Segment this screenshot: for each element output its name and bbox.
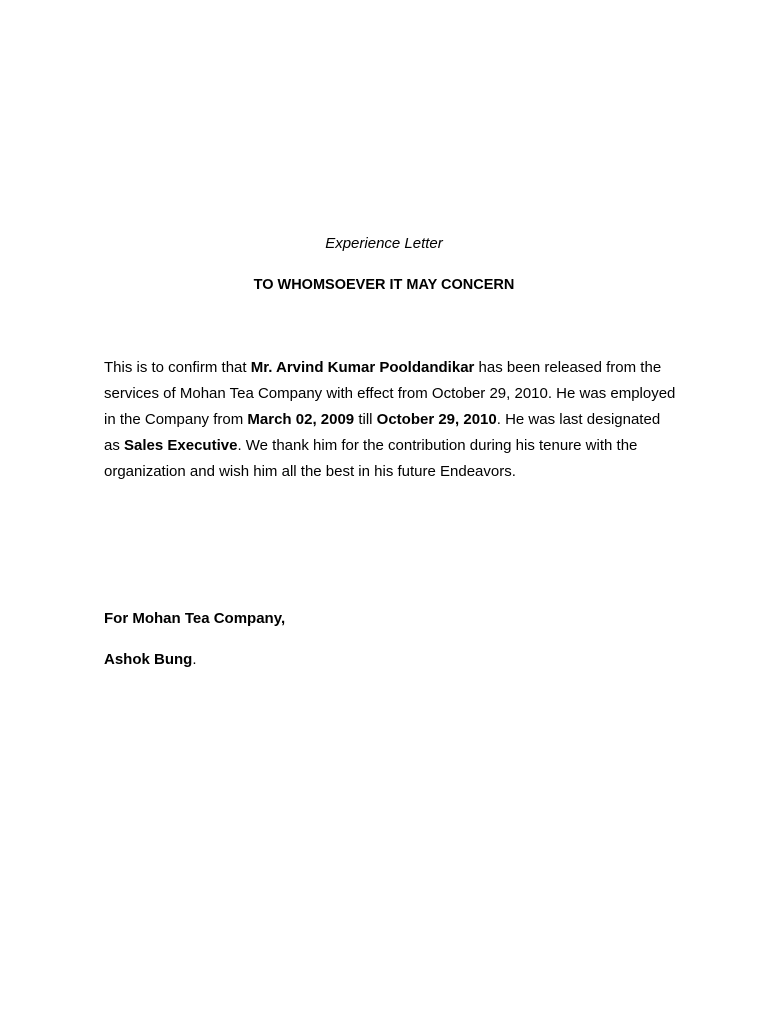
signatory-name: Ashok Bung <box>104 651 193 668</box>
body-text: . He was last designated as <box>104 411 661 454</box>
document-title: Experience Letter <box>325 235 443 252</box>
start-date: March 02, 2009 <box>247 411 355 428</box>
letter-body <box>104 355 679 485</box>
designation: Sales Executive <box>124 437 238 454</box>
body-text: . We thank him for the contribution during his tenure with the organization and wish him all the best in his future Endeavors. <box>104 437 638 480</box>
body-text: till <box>354 411 377 428</box>
document-heading: TO WHOMSOEVER IT MAY CONCERN <box>253 277 515 293</box>
body-text: has been released from the services of Mohan Tea Company with effect from October 29, 2010. He was employed in the Company from <box>104 359 676 428</box>
signatory <box>104 649 197 671</box>
employee-name: Mr. Arvind Kumar Pooldandikar <box>250 359 475 376</box>
signatory-suffix: . <box>192 651 197 668</box>
end-date: October 29, 2010 <box>376 411 497 428</box>
body-text: This is to confirm that <box>104 359 251 376</box>
closing-line: For Mohan Tea Company, <box>104 610 286 627</box>
